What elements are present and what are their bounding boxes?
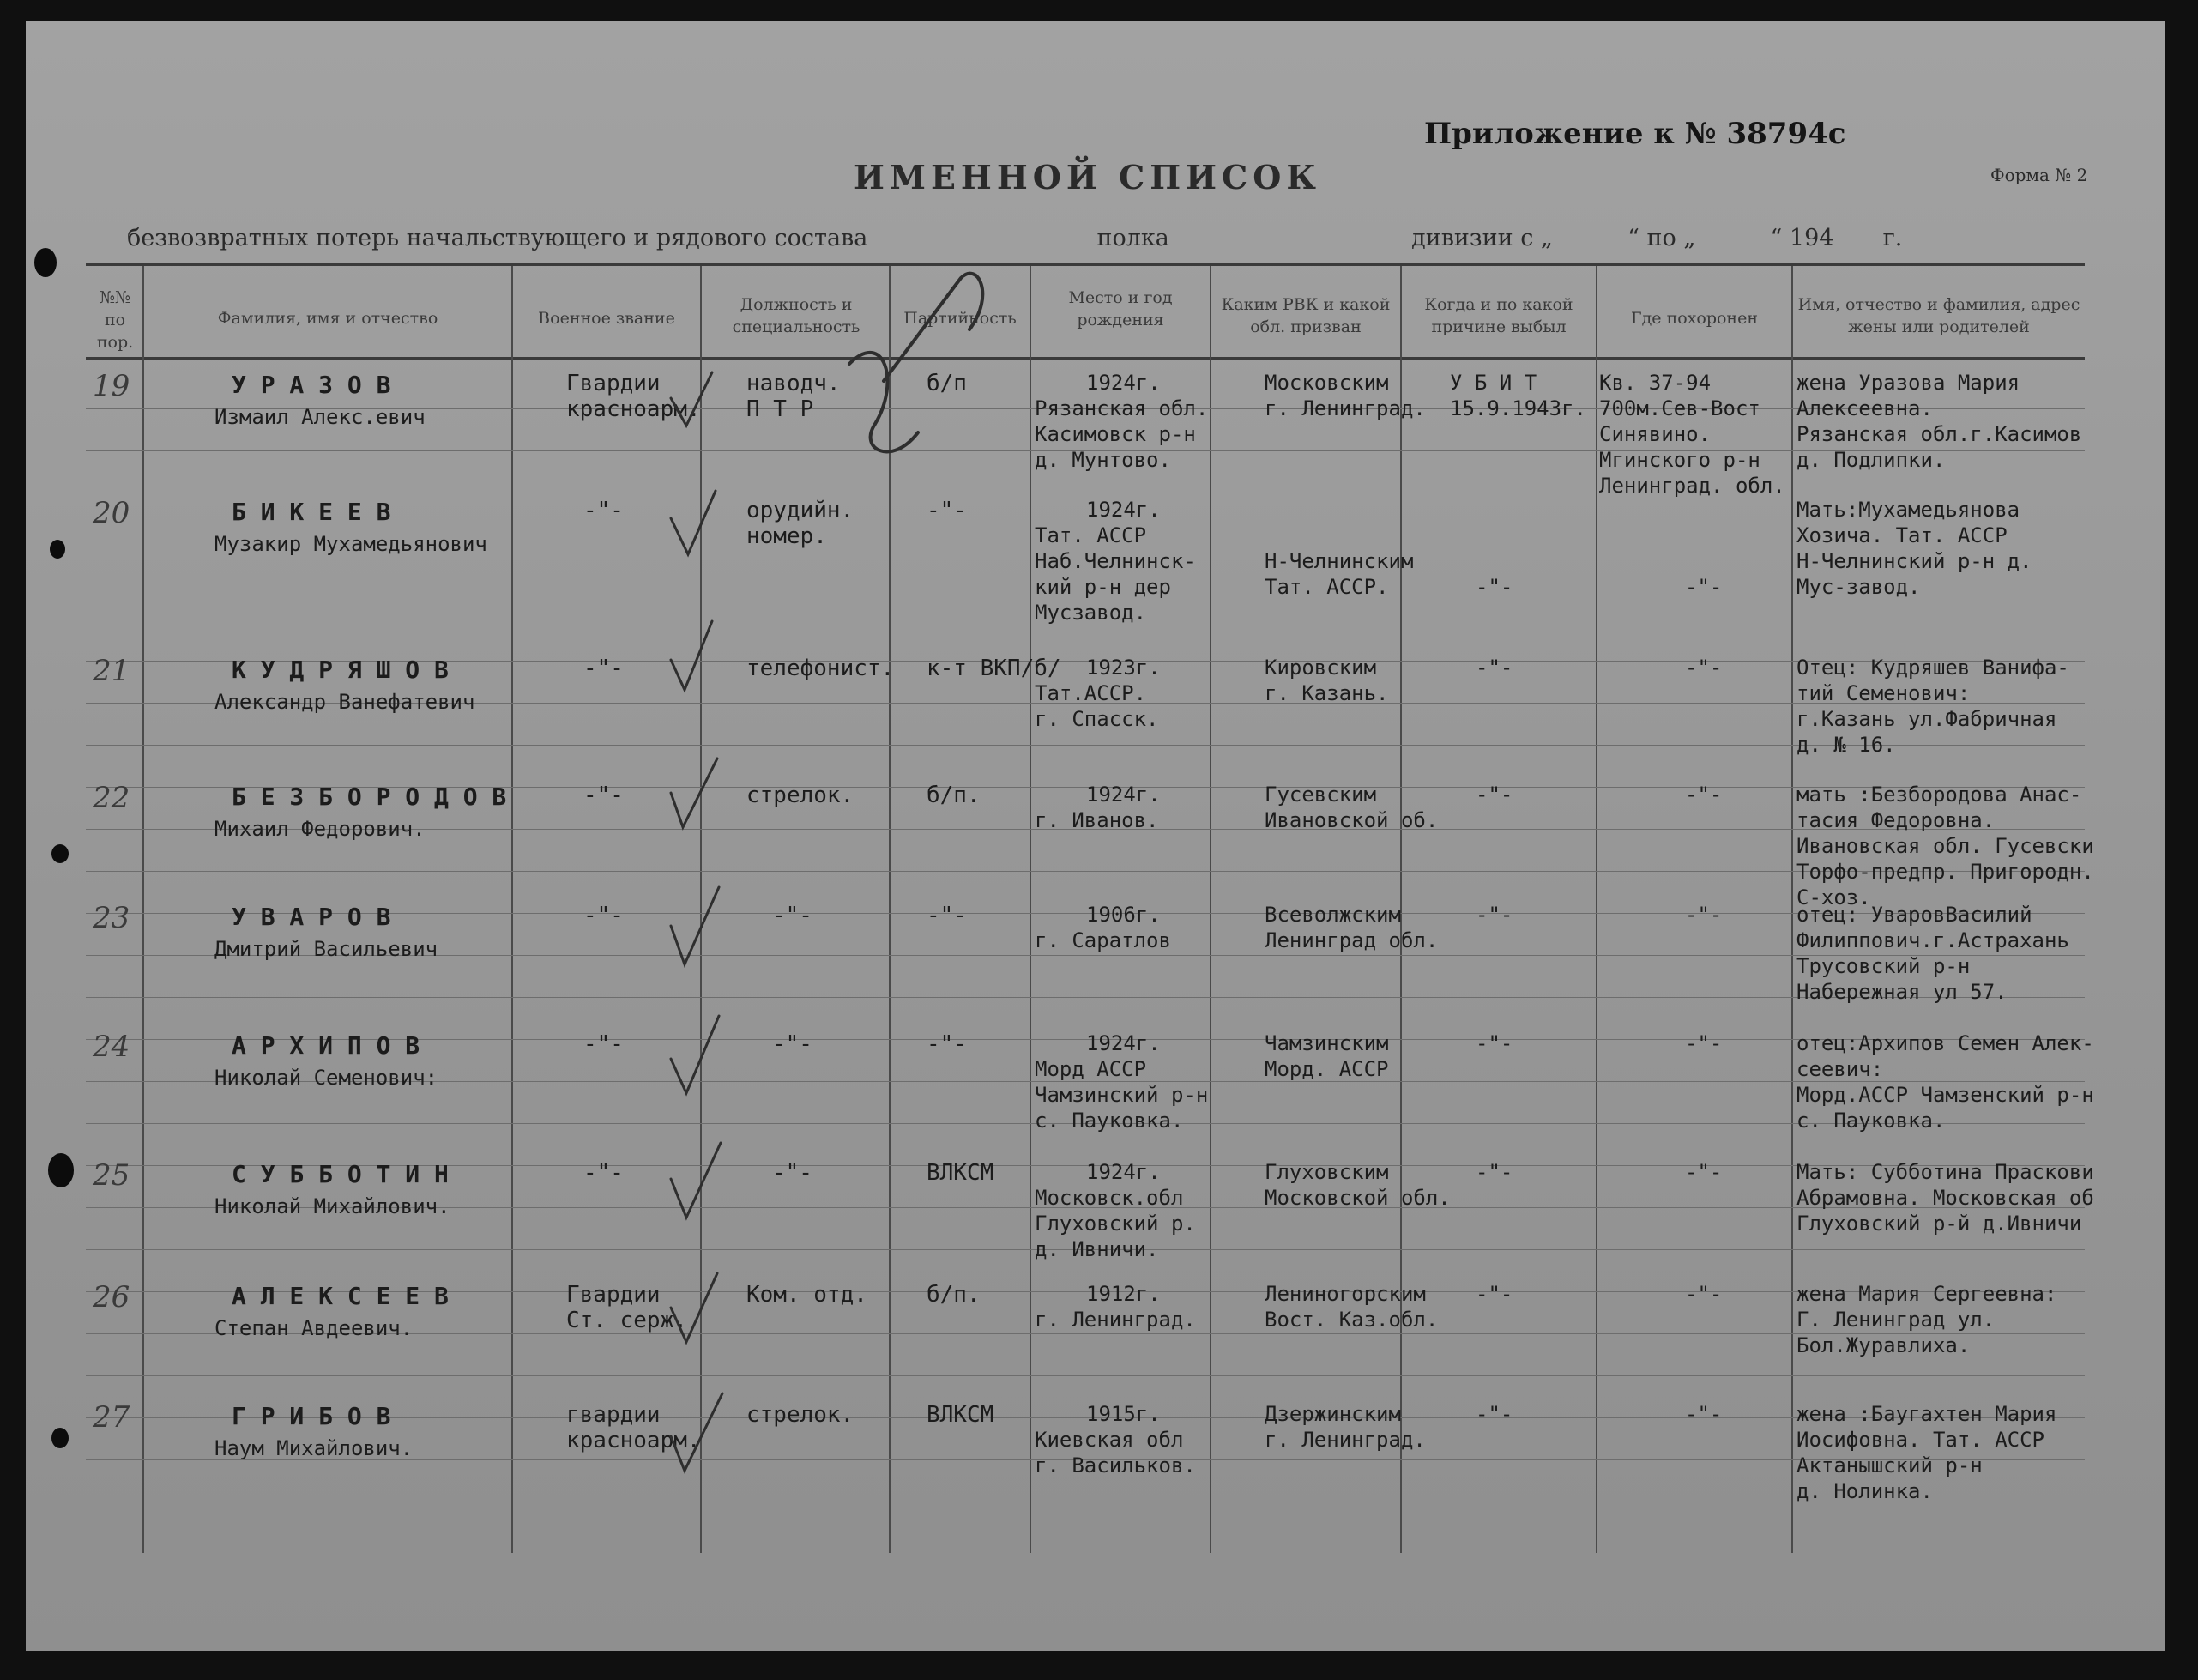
burial-place: Синявино.	[1599, 422, 1712, 446]
party: б/п	[927, 371, 967, 396]
rank: -"-	[583, 903, 624, 928]
checkmark-27	[671, 1393, 722, 1471]
birthplace: с. Пауковка.	[1035, 1109, 1184, 1133]
relative-info: Хозича. Тат. АССР	[1796, 523, 2008, 547]
birthplace: Касимовск р-н	[1035, 422, 1196, 446]
birthplace: Глуховский р.	[1035, 1212, 1196, 1236]
birthplace: Чамзинский р-н	[1035, 1083, 1209, 1107]
loss-reason: -"-	[1476, 656, 1513, 680]
relative-info: тий Семенович:	[1796, 681, 1971, 705]
subtitle-losses: безвозвратных потерь начальствующего и рядового состава	[127, 225, 868, 251]
row-number: 25	[93, 1158, 130, 1193]
document-title: ИМЕННОЙ СПИСОК	[854, 158, 1321, 196]
burial-place: -"-	[1685, 903, 1723, 927]
checkmark-20	[671, 491, 716, 554]
checkmark-26	[671, 1273, 717, 1342]
rank: Гвардии	[566, 371, 661, 396]
relative-info: Актанышский р-н	[1796, 1453, 1983, 1478]
header-rank: Военное звание	[538, 309, 675, 328]
relative-info: д. Нолинка.	[1796, 1479, 1933, 1503]
recruitment-office: Гусевским	[1265, 783, 1377, 807]
relative-info: Филиппович.г.Астрахань	[1796, 928, 2069, 952]
birthplace: 1924г.	[1086, 498, 1161, 522]
loss-reason: 15.9.1943г.	[1450, 396, 1586, 420]
header-reason: Когда и по какой причине выбыл	[1424, 295, 1573, 336]
relative-info: Алексеевна.	[1796, 396, 1933, 420]
loss-reason: -"-	[1476, 1160, 1513, 1184]
birthplace: кий р-н дер	[1035, 575, 1171, 599]
burial-place: Кв. 37-94	[1599, 371, 1712, 395]
birthplace: 1915г.	[1086, 1402, 1161, 1426]
checkmark-21	[671, 621, 712, 690]
given-name: Николай Михайлович.	[214, 1194, 450, 1218]
recruitment-office: Ивановской об.	[1265, 808, 1439, 832]
given-name: Музакир Мухамедьянович	[214, 532, 487, 556]
form-number: Форма № 2	[1990, 165, 2088, 185]
subtitle-regiment: полка	[1096, 225, 1169, 251]
birthplace: 1923г.	[1086, 656, 1161, 680]
birthplace: д. Ивничи.	[1035, 1237, 1159, 1261]
row-number: 19	[93, 369, 130, 403]
burial-place: Мгинского р-н	[1599, 448, 1760, 472]
checkmark-23	[671, 887, 719, 964]
given-name: Измаил Алекс.евич	[214, 405, 426, 429]
relative-info: г.Казань ул.Фабричная	[1796, 707, 2057, 731]
recruitment-office: Чамзинским	[1265, 1031, 1389, 1055]
recruitment-office: Глуховским	[1265, 1160, 1389, 1184]
relative-info: Н-Челнинский р-н д.	[1796, 549, 2032, 573]
birthplace: 1924г.	[1086, 371, 1161, 395]
birthplace: г. Ленинград.	[1035, 1308, 1196, 1332]
pencil-scribble-97	[849, 274, 982, 452]
recruitment-office: Московским	[1265, 371, 1389, 395]
recruitment-office: г. Казань.	[1265, 681, 1389, 705]
subtitle-to: “ по „	[1627, 225, 1696, 251]
birthplace: Тат. АССР	[1035, 523, 1147, 547]
birthplace: 1906г.	[1086, 903, 1161, 927]
party: б/п.	[927, 783, 981, 808]
recruitment-office: Лениногорским	[1265, 1282, 1426, 1306]
relative-info: жена :Баугахтен Мария	[1796, 1402, 2057, 1426]
loss-reason: -"-	[1476, 1402, 1513, 1426]
row-number: 26	[93, 1280, 130, 1314]
row-number: 22	[93, 781, 130, 815]
burial-place: -"-	[1685, 783, 1723, 807]
relative-info: Глуховский р-й д.Ивничи	[1796, 1212, 2082, 1236]
party: б/п.	[927, 1282, 981, 1308]
given-name: Степан Авдеевич.	[214, 1316, 414, 1340]
position: наводч.	[746, 371, 841, 396]
attachment-stamp: Приложение к № 38794с	[1424, 117, 1846, 151]
header-rvk: Каким РВК и какой обл. призван	[1221, 295, 1391, 336]
recruitment-office: г. Ленинград.	[1265, 1428, 1426, 1452]
header-birth: Место и год рождения	[1068, 288, 1173, 329]
rank: -"-	[583, 1031, 624, 1057]
burial-place: 700м.Сев-Вост	[1599, 396, 1760, 420]
header-relatives: Имя, отчество и фамилия, адрес жены или родителей	[1797, 295, 2080, 336]
relative-info: мать :Безбородова Анас-	[1796, 783, 2082, 807]
birthplace: г. Васильков.	[1035, 1453, 1196, 1478]
relative-info: Мать: Субботина Праскови	[1796, 1160, 2094, 1184]
surname: А Р Х И П О В	[232, 1031, 420, 1060]
relative-info: С-хоз.	[1796, 885, 1871, 909]
relative-info: отец:Архипов Семен Алек-	[1796, 1031, 2094, 1055]
subtitle-division: дивизии с „	[1411, 225, 1553, 251]
rank: -"-	[583, 1160, 624, 1186]
given-name: Михаил Федорович.	[214, 817, 426, 841]
binder-hole	[51, 1428, 69, 1448]
row-number: 21	[93, 654, 130, 688]
birthplace: г. Иванов.	[1035, 808, 1159, 832]
relative-info: д. № 16.	[1796, 733, 1896, 757]
relative-info: с. Пауковка.	[1796, 1109, 1946, 1133]
burial-place: -"-	[1685, 1282, 1723, 1306]
position: -"-	[772, 903, 812, 928]
header-position: Должность и специальность	[732, 295, 860, 336]
burial-place: -"-	[1685, 1402, 1723, 1426]
party: -"-	[927, 1031, 967, 1057]
birthplace: 1924г.	[1086, 1031, 1161, 1055]
given-name: Наум Михайлович.	[214, 1436, 414, 1460]
recruitment-office: Тат. АССР.	[1265, 575, 1389, 599]
checkmark-19	[671, 372, 712, 426]
position: П Т Р	[746, 396, 814, 422]
recruitment-office: Всеволжским	[1265, 903, 1401, 927]
relative-info: Морд.АССР Чамзенский р-н	[1796, 1083, 2094, 1107]
recruitment-office: Дзержинским	[1265, 1402, 1401, 1426]
binder-hole	[34, 248, 57, 277]
header-party: Партийность	[903, 309, 1017, 328]
birthplace: Тат.АССР.	[1035, 681, 1147, 705]
recruitment-office: Морд. АССР	[1265, 1057, 1389, 1081]
recruitment-office: г. Ленинград.	[1265, 396, 1426, 420]
row-number: 20	[93, 496, 130, 530]
row-number: 23	[93, 901, 130, 935]
birthplace: Московск.обл	[1035, 1186, 1184, 1210]
loss-reason: -"-	[1476, 575, 1513, 599]
party: -"-	[927, 903, 967, 928]
binder-hole	[48, 1153, 74, 1187]
row-number: 24	[93, 1030, 130, 1064]
given-name: Николай Семенович:	[214, 1066, 438, 1090]
relative-info: Рязанская обл.г.Касимов	[1796, 422, 2082, 446]
surname: А Л Е К С Е Е В	[232, 1282, 449, 1310]
relative-info: Набережная ул 57.	[1796, 980, 2008, 1004]
checkmark-25	[671, 1143, 721, 1218]
relative-info: Мать:Мухамедьянова	[1796, 498, 2020, 522]
position: -"-	[772, 1160, 812, 1186]
loss-reason: -"-	[1476, 903, 1513, 927]
birthplace: Мусзавод.	[1035, 601, 1147, 625]
relative-info: Отец: Кудряшев Ванифа-	[1796, 656, 2069, 680]
surname: К У Д Р Я Ш О В	[232, 656, 449, 684]
rank: -"-	[583, 498, 624, 523]
relative-info: Трусовский р-н	[1796, 954, 1971, 978]
party: к-т ВКП/б/	[927, 656, 1061, 681]
relative-info: Абрамовна. Московская об	[1796, 1186, 2094, 1210]
birthplace: 1912г.	[1086, 1282, 1161, 1306]
rank: красноарм.	[566, 1428, 701, 1453]
relative-info: Торфо-предпр. Пригородн.	[1796, 860, 2094, 884]
birthplace: 1924г.	[1086, 1160, 1161, 1184]
header-num: №№ по пор.	[96, 288, 134, 352]
subtitle-year: “ 194	[1770, 225, 1834, 251]
position: номер.	[746, 523, 827, 549]
given-name: Дмитрий Васильевич	[214, 937, 438, 961]
binder-hole	[51, 844, 69, 863]
relative-info: Ивановская обл. Гусевски	[1796, 834, 2094, 858]
recruitment-office: Московской обл.	[1265, 1186, 1451, 1210]
position: телефонист.	[746, 656, 895, 681]
position: орудийн.	[746, 498, 854, 523]
relative-info: отец: УваровВасилий	[1796, 903, 2032, 927]
rank: -"-	[583, 783, 624, 808]
party: ВЛКСМ	[927, 1160, 994, 1186]
loss-reason: -"-	[1476, 783, 1513, 807]
birthplace: Морд АССР	[1035, 1057, 1147, 1081]
surname: Г Р И Б О В	[232, 1402, 391, 1430]
burial-place: -"-	[1685, 1160, 1723, 1184]
birthplace: 1924г.	[1086, 783, 1161, 807]
recruitment-office: Вост. Каз.обл.	[1265, 1308, 1439, 1332]
recruitment-office: Ленинград обл.	[1265, 928, 1439, 952]
surname: Б И К Е Е В	[232, 498, 391, 526]
checkmark-22	[671, 758, 717, 827]
burial-place: -"-	[1685, 656, 1723, 680]
loss-reason: У Б И Т	[1450, 371, 1537, 395]
checkmark-24	[671, 1016, 719, 1093]
birthplace: д. Мунтово.	[1035, 448, 1171, 472]
birthplace: Рязанская обл.	[1035, 396, 1209, 420]
binder-hole	[50, 540, 65, 559]
burial-place: -"-	[1685, 575, 1723, 599]
header-name: Фамилия, имя и отчество	[217, 309, 438, 328]
birthplace: г. Спасск.	[1035, 707, 1159, 731]
relative-info: д. Подлипки.	[1796, 448, 1946, 472]
burial-place: Ленинград. обл.	[1599, 474, 1785, 498]
relative-info: сеевич:	[1796, 1057, 1884, 1081]
rank: Ст. серж.	[566, 1308, 687, 1333]
birthplace: г. Саратлов	[1035, 928, 1171, 952]
relative-info: жена Уразова Мария	[1796, 371, 2020, 395]
relative-info: Мус-завод.	[1796, 575, 1921, 599]
header-buried: Где похоронен	[1631, 309, 1758, 328]
surname: Б Е З Б О Р О Д О В	[232, 783, 507, 811]
position: -"-	[772, 1031, 812, 1057]
party: -"-	[927, 498, 967, 523]
relative-info: тасия Федоровна.	[1796, 808, 1996, 832]
relative-info: Иосифовна. Тат. АССР	[1796, 1428, 2044, 1452]
party: ВЛКСМ	[927, 1402, 994, 1428]
given-name: Александр Ванефатевич	[214, 690, 475, 714]
rank: красноарм.	[566, 396, 701, 422]
relative-info: Бол.Журавлиха.	[1796, 1333, 1971, 1357]
burial-place: -"-	[1685, 1031, 1723, 1055]
position: Ком. отд.	[746, 1282, 867, 1308]
surname: У В А Р О В	[232, 903, 391, 931]
position: стрелок.	[746, 1402, 854, 1428]
rank: гвардии	[566, 1402, 661, 1428]
position: стрелок.	[746, 783, 854, 808]
loss-reason: -"-	[1476, 1031, 1513, 1055]
rank: -"-	[583, 656, 624, 681]
birthplace: Киевская обл	[1035, 1428, 1184, 1452]
relative-info: жена Мария Сергеевна:	[1796, 1282, 2057, 1306]
rank: Гвардии	[566, 1282, 661, 1308]
row-number: 27	[93, 1400, 130, 1435]
surname: У Р А З О В	[232, 371, 391, 399]
relative-info: Г. Ленинград ул.	[1796, 1308, 1996, 1332]
document-sheet	[26, 21, 2165, 1651]
pencil-checkmarks	[26, 21, 2165, 1651]
recruitment-office: Кировским	[1265, 656, 1377, 680]
surname: С У Б Б О Т И Н	[232, 1160, 449, 1188]
loss-reason: -"-	[1476, 1282, 1513, 1306]
birthplace: Наб.Челнинск-	[1035, 549, 1196, 573]
recruitment-office: Н-Челнинским	[1265, 549, 1414, 573]
subtitle-g: г.	[1882, 225, 1903, 251]
